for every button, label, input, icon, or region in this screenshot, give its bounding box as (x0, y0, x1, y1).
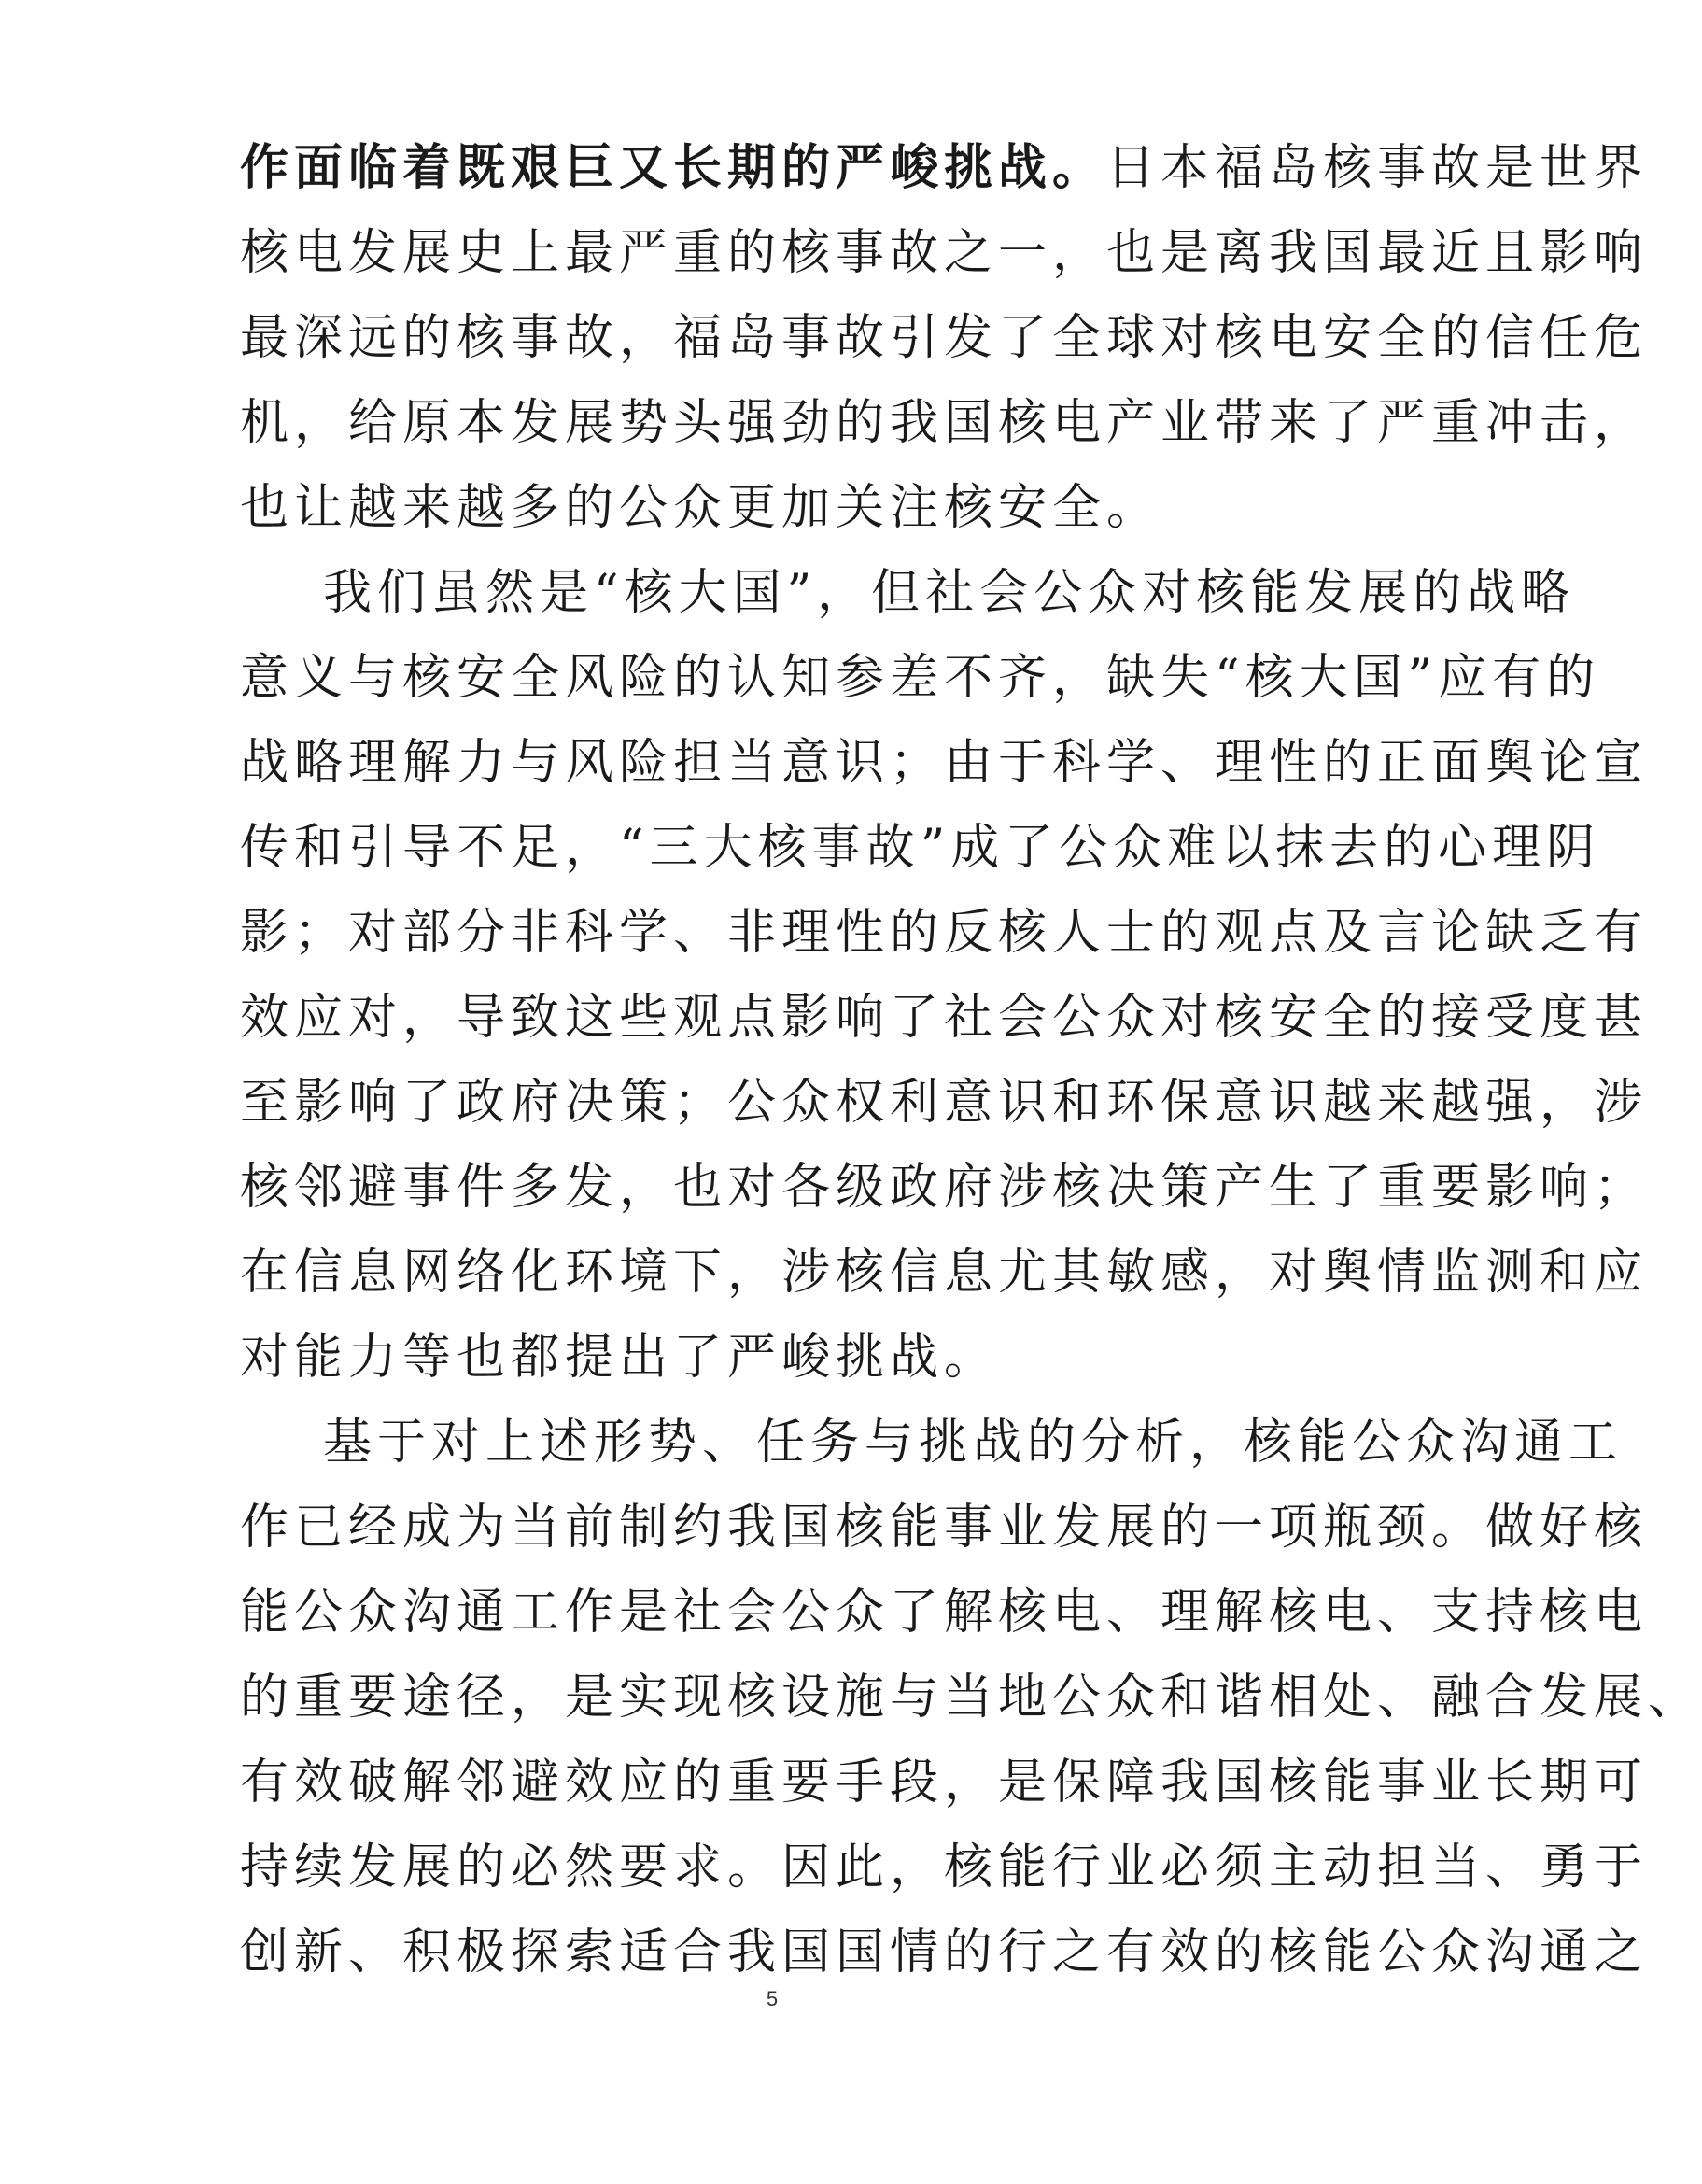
paragraph-line-9: 传和引导不足，“三大核事故”成了公众难以抹去的心理阴 (240, 820, 1601, 876)
paragraph-line-22: 创新、积极探索适合我国国情的行之有效的核能公众沟通之 (240, 1924, 1649, 1980)
page-number: 5 (766, 1987, 779, 2010)
paragraph-line-14: 在信息网络化环境下，涉核信息尤其敏感，对舆情监测和应 (240, 1245, 1649, 1301)
paragraph-line-4: 机，给原本发展势头强劲的我国核电产业带来了严重冲击， (240, 395, 1649, 451)
paragraph-line-2: 核电发展史上最严重的核事故之一，也是离我国最近且影响 (240, 225, 1649, 281)
paragraph-line-20: 有效破解邻避效应的重要手段，是保障我国核能事业长期可 (240, 1754, 1649, 1811)
paragraph-line-13: 核邻避事件多发，也对各级政府涉核决策产生了重要影响； (240, 1160, 1649, 1216)
paragraph-line-12: 至影响了政府决策；公众权利意识和环保意识越来越强，涉 (240, 1075, 1649, 1131)
paragraph-line-7: 意义与核安全风险的认知参差不齐，缺失“核大国”应有的 (240, 650, 1601, 706)
paragraph-line-1 (240, 126, 1649, 210)
paragraph-line-11: 效应对，导致这些观点影响了社会公众对核安全的接受度甚 (240, 990, 1649, 1046)
paragraph-line-21: 持续发展的必然要求。因此，核能行业必须主动担当、勇于 (240, 1839, 1649, 1895)
paragraph-line-8: 战略理解力与风险担当意识；由于科学、理性的正面舆论宣 (240, 735, 1649, 791)
line-text: 日本福岛核事故是世界 (1106, 140, 1649, 196)
paragraph-line-3: 最深远的核事故，福岛事故引发了全球对核电安全的信任危 (240, 310, 1649, 366)
paragraph-line-16: 基于对上述形势、任务与挑战的分析，核能公众沟通工 (323, 1415, 1624, 1471)
paragraph-line-5: 也让越来越多的公众更加关注核安全。 (240, 480, 1161, 536)
paragraph-line-15: 对能力等也都提出了严峻挑战。 (240, 1330, 999, 1386)
paragraph-line-18: 能公众沟通工作是社会公众了解核电、理解核电、支持核电 (240, 1585, 1649, 1641)
paragraph-line-10: 影；对部分非科学、非理性的反核人士的观点及言论缺乏有 (240, 905, 1649, 961)
paragraph-line-19: 的重要途径，是实现核设施与当地公众和谐相处、融合发展、 (240, 1670, 1702, 1726)
paragraph-line-17: 作已经成为当前制约我国核能事业发展的一项瓶颈。做好核 (240, 1500, 1649, 1556)
paragraph-line-6: 我们虽然是“核大国”，但社会公众对核能发展的战略 (323, 565, 1576, 621)
emphasis-text: 作面临着既艰巨又长期的严峻挑战。 (240, 139, 1107, 196)
